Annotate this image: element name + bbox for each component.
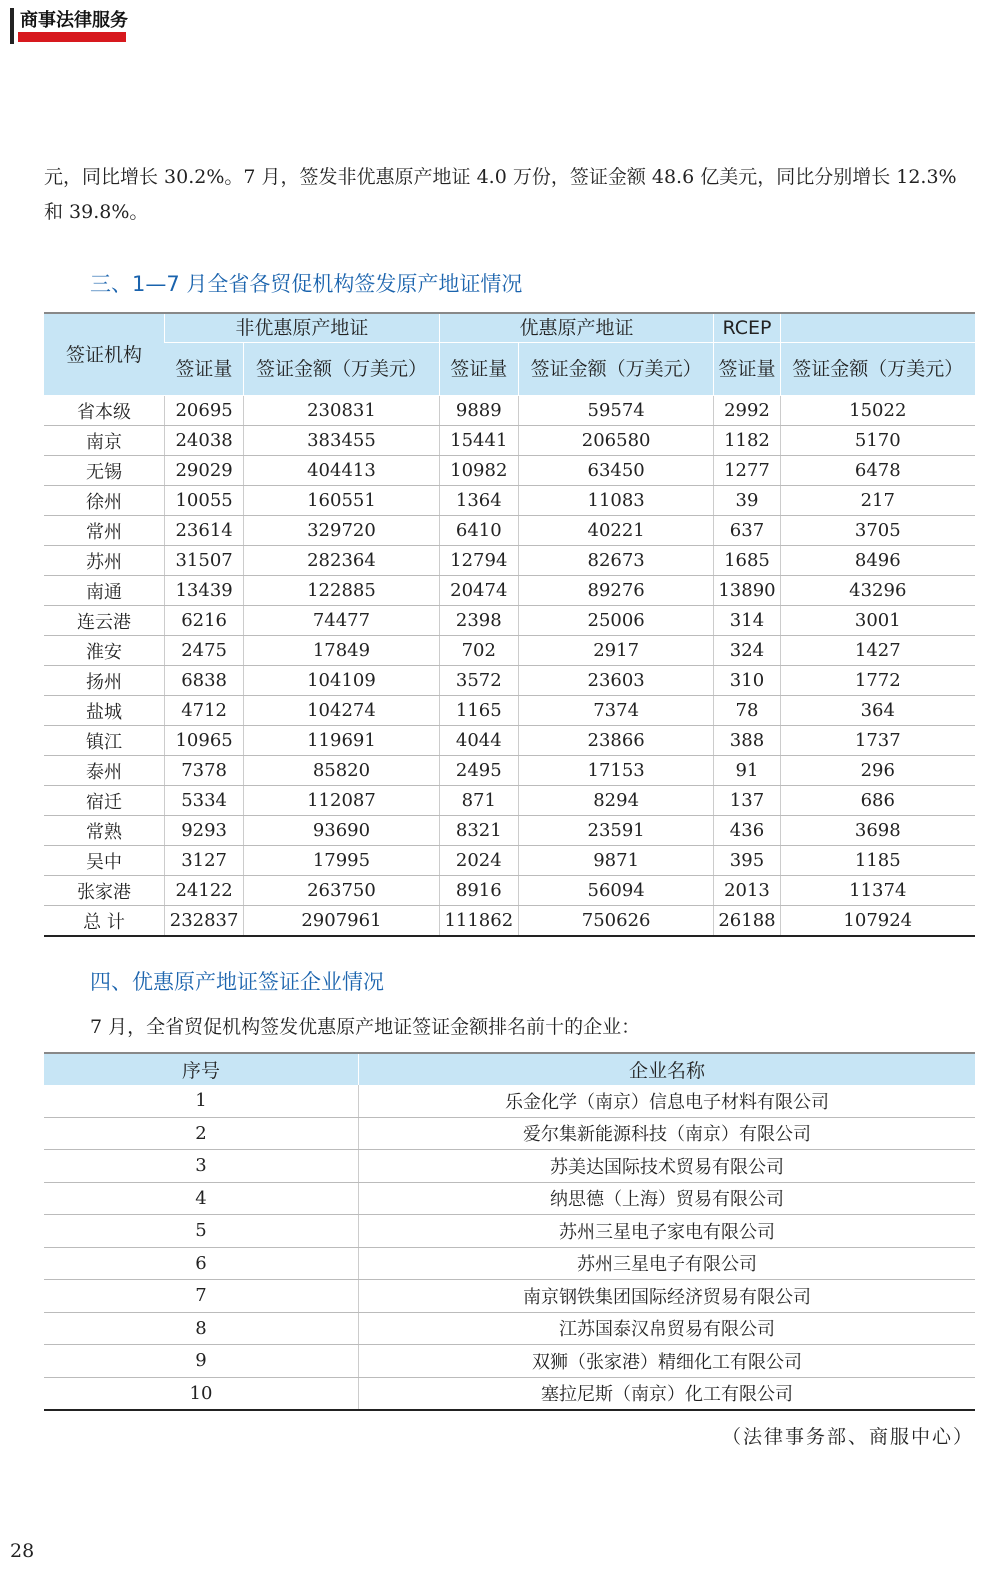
rcep-count-cell: 26188	[714, 906, 780, 937]
nonpref-amount-cell: 404413	[244, 456, 439, 486]
page-number: 28	[10, 1540, 35, 1562]
table-row	[44, 1345, 975, 1378]
rcep-count-cell: 314	[714, 606, 780, 636]
agency-cell: 南通	[44, 576, 165, 606]
table-row	[44, 486, 975, 516]
header-company: 企业名称	[359, 1053, 976, 1085]
agency-cell: 张家港	[44, 876, 165, 906]
table-row	[44, 456, 975, 486]
table-row	[44, 1182, 975, 1215]
pref-count-cell: 1364	[439, 486, 518, 516]
header-count: 签证量	[165, 343, 244, 396]
source-note: （法律事务部、商服中心）	[721, 1426, 974, 1448]
table-row	[44, 846, 975, 876]
nonpref-count-cell: 9293	[165, 816, 244, 846]
agency-cell: 省本级	[44, 396, 165, 426]
rcep-count-cell: 310	[714, 666, 780, 696]
company-name-cell: 纳思德（上海）贸易有限公司	[359, 1182, 976, 1215]
pref-amount-cell: 23866	[518, 726, 713, 756]
header-amount: 签证金额（万美元）	[244, 343, 439, 396]
pref-count-cell: 12794	[439, 546, 518, 576]
pref-count-cell: 2398	[439, 606, 518, 636]
rcep-amount-cell: 3001	[780, 606, 975, 636]
pref-amount-cell: 206580	[518, 426, 713, 456]
table-row	[44, 1215, 975, 1248]
nonpref-count-cell: 6838	[165, 666, 244, 696]
agency-cell: 扬州	[44, 666, 165, 696]
nonpref-amount-cell: 93690	[244, 816, 439, 846]
agency-cell: 连云港	[44, 606, 165, 636]
header-rcep: RCEP	[714, 313, 780, 343]
table-row	[44, 576, 975, 606]
company-name-cell: 塞拉尼斯（南京）化工有限公司	[359, 1377, 976, 1410]
nonpref-count-cell: 3127	[165, 846, 244, 876]
rcep-count-cell: 137	[714, 786, 780, 816]
nonpref-amount-cell: 282364	[244, 546, 439, 576]
header-title: 商事法律服务	[20, 10, 128, 31]
header-nonpreferential: 非优惠原产地证	[165, 313, 440, 343]
rcep-count-cell: 1277	[714, 456, 780, 486]
pref-amount-cell: 23603	[518, 666, 713, 696]
agency-cell: 苏州	[44, 546, 165, 576]
agency-cell: 总 计	[44, 906, 165, 937]
rcep-count-cell: 1182	[714, 426, 780, 456]
rank-cell: 10	[44, 1377, 359, 1410]
section4-intro: 7 月，全省贸促机构签发优惠原产地证签证金额排名前十的企业：	[90, 1016, 641, 1038]
rcep-amount-cell: 3705	[780, 516, 975, 546]
nonpref-count-cell: 31507	[165, 546, 244, 576]
pref-amount-cell: 63450	[518, 456, 713, 486]
pref-count-cell: 8916	[439, 876, 518, 906]
table-row	[44, 906, 975, 937]
pref-amount-cell: 25006	[518, 606, 713, 636]
header-amount: 签证金额（万美元）	[518, 343, 713, 396]
table-row	[44, 1312, 975, 1345]
nonpref-count-cell: 7378	[165, 756, 244, 786]
rcep-amount-cell: 43296	[780, 576, 975, 606]
pref-count-cell: 4044	[439, 726, 518, 756]
intro-paragraph: 元，同比增长 30.2%。7 月，签发非优惠原产地证 4.0 万份，签证金额 48.6 亿美元，同比分别增长 12.3% 和 39.8%。	[44, 166, 957, 223]
header-count: 签证量	[714, 343, 780, 396]
nonpref-count-cell: 24038	[165, 426, 244, 456]
table-row	[44, 726, 975, 756]
rcep-count-cell: 2013	[714, 876, 780, 906]
nonpref-amount-cell: 2907961	[244, 906, 439, 937]
pref-amount-cell: 750626	[518, 906, 713, 937]
rank-cell: 1	[44, 1085, 359, 1117]
agency-cell: 泰州	[44, 756, 165, 786]
pref-amount-cell: 82673	[518, 546, 713, 576]
table-row	[44, 1280, 975, 1313]
table-row	[44, 396, 975, 426]
pref-count-cell: 1165	[439, 696, 518, 726]
company-name-cell: 爱尔集新能源科技（南京）有限公司	[359, 1117, 976, 1150]
company-name-cell: 苏州三星电子家电有限公司	[359, 1215, 976, 1248]
nonpref-amount-cell: 383455	[244, 426, 439, 456]
rank-cell: 2	[44, 1117, 359, 1150]
rcep-amount-cell: 217	[780, 486, 975, 516]
table-row	[44, 1247, 975, 1280]
rcep-amount-cell: 8496	[780, 546, 975, 576]
rcep-count-cell: 395	[714, 846, 780, 876]
nonpref-count-cell: 24122	[165, 876, 244, 906]
nonpref-count-cell: 20695	[165, 396, 244, 426]
section-title-4: 四、优惠原产地证签证企业情况	[90, 970, 384, 994]
nonpref-amount-cell: 104274	[244, 696, 439, 726]
agency-cell: 南京	[44, 426, 165, 456]
rank-cell: 4	[44, 1182, 359, 1215]
rcep-count-cell: 436	[714, 816, 780, 846]
rcep-amount-cell: 6478	[780, 456, 975, 486]
agency-cell: 淮安	[44, 636, 165, 666]
company-name-cell: 江苏国泰汉帛贸易有限公司	[359, 1312, 976, 1345]
rcep-count-cell: 13890	[714, 576, 780, 606]
rcep-count-cell: 78	[714, 696, 780, 726]
pref-count-cell: 9889	[439, 396, 518, 426]
agency-cell: 吴中	[44, 846, 165, 876]
nonpref-count-cell: 5334	[165, 786, 244, 816]
pref-amount-cell: 9871	[518, 846, 713, 876]
pref-count-cell: 111862	[439, 906, 518, 937]
table-row	[44, 696, 975, 726]
nonpref-count-cell: 23614	[165, 516, 244, 546]
rcep-amount-cell: 686	[780, 786, 975, 816]
pref-count-cell: 871	[439, 786, 518, 816]
pref-amount-cell: 40221	[518, 516, 713, 546]
nonpref-amount-cell: 85820	[244, 756, 439, 786]
nonpref-count-cell: 10965	[165, 726, 244, 756]
certificate-table	[44, 312, 975, 937]
table-row	[44, 606, 975, 636]
pref-count-cell: 10982	[439, 456, 518, 486]
header-rcep-blank	[780, 313, 975, 343]
rank-cell: 7	[44, 1280, 359, 1313]
nonpref-count-cell: 2475	[165, 636, 244, 666]
rcep-amount-cell: 364	[780, 696, 975, 726]
rcep-amount-cell: 1427	[780, 636, 975, 666]
table-row	[44, 756, 975, 786]
nonpref-amount-cell: 17995	[244, 846, 439, 876]
header-preferential: 优惠原产地证	[439, 313, 714, 343]
rcep-count-cell: 388	[714, 726, 780, 756]
rcep-amount-cell: 15022	[780, 396, 975, 426]
pref-count-cell: 702	[439, 636, 518, 666]
pref-amount-cell: 8294	[518, 786, 713, 816]
rcep-count-cell: 324	[714, 636, 780, 666]
pref-count-cell: 2024	[439, 846, 518, 876]
agency-cell: 常州	[44, 516, 165, 546]
rcep-count-cell: 91	[714, 756, 780, 786]
pref-amount-cell: 89276	[518, 576, 713, 606]
company-name-cell: 南京钢铁集团国际经济贸易有限公司	[359, 1280, 976, 1313]
rcep-amount-cell: 11374	[780, 876, 975, 906]
rank-cell: 9	[44, 1345, 359, 1378]
table-row	[44, 1150, 975, 1183]
nonpref-count-cell: 4712	[165, 696, 244, 726]
rcep-count-cell: 637	[714, 516, 780, 546]
pref-count-cell: 3572	[439, 666, 518, 696]
table-row	[44, 1117, 975, 1150]
nonpref-amount-cell: 112087	[244, 786, 439, 816]
table-row	[44, 876, 975, 906]
agency-cell: 常熟	[44, 816, 165, 846]
table-row	[44, 426, 975, 456]
rcep-amount-cell: 1737	[780, 726, 975, 756]
agency-cell: 宿迁	[44, 786, 165, 816]
pref-count-cell: 2495	[439, 756, 518, 786]
rcep-amount-cell: 107924	[780, 906, 975, 937]
rcep-amount-cell: 1185	[780, 846, 975, 876]
pref-amount-cell: 17153	[518, 756, 713, 786]
table-row	[44, 786, 975, 816]
rank-cell: 6	[44, 1247, 359, 1280]
company-name-cell: 苏美达国际技术贸易有限公司	[359, 1150, 976, 1183]
header-amount: 签证金额（万美元）	[780, 343, 975, 396]
header-no: 序号	[44, 1053, 359, 1085]
pref-count-cell: 20474	[439, 576, 518, 606]
company-name-cell: 苏州三星电子有限公司	[359, 1247, 976, 1280]
company-name-cell: 双狮（张家港）精细化工有限公司	[359, 1345, 976, 1378]
pref-amount-cell: 56094	[518, 876, 713, 906]
agency-cell: 镇江	[44, 726, 165, 756]
company-table	[44, 1052, 975, 1411]
pref-amount-cell: 2917	[518, 636, 713, 666]
header-agency: 签证机构	[44, 313, 165, 396]
nonpref-amount-cell: 160551	[244, 486, 439, 516]
nonpref-count-cell: 29029	[165, 456, 244, 486]
rcep-count-cell: 39	[714, 486, 780, 516]
header-underline	[18, 32, 126, 42]
nonpref-amount-cell: 230831	[244, 396, 439, 426]
agency-cell: 无锡	[44, 456, 165, 486]
nonpref-count-cell: 6216	[165, 606, 244, 636]
nonpref-amount-cell: 17849	[244, 636, 439, 666]
rank-cell: 5	[44, 1215, 359, 1248]
rcep-amount-cell: 3698	[780, 816, 975, 846]
nonpref-amount-cell: 329720	[244, 516, 439, 546]
rcep-count-cell: 2992	[714, 396, 780, 426]
header-bar	[10, 8, 14, 44]
table-row	[44, 636, 975, 666]
agency-cell: 徐州	[44, 486, 165, 516]
table-row	[44, 546, 975, 576]
table-row	[44, 1085, 975, 1117]
agency-cell: 盐城	[44, 696, 165, 726]
nonpref-amount-cell: 122885	[244, 576, 439, 606]
pref-count-cell: 15441	[439, 426, 518, 456]
rcep-amount-cell: 5170	[780, 426, 975, 456]
pref-amount-cell: 7374	[518, 696, 713, 726]
pref-amount-cell: 59574	[518, 396, 713, 426]
rank-cell: 3	[44, 1150, 359, 1183]
nonpref-count-cell: 232837	[165, 906, 244, 937]
table-row	[44, 1377, 975, 1410]
nonpref-count-cell: 10055	[165, 486, 244, 516]
nonpref-amount-cell: 119691	[244, 726, 439, 756]
rcep-amount-cell: 1772	[780, 666, 975, 696]
table-row	[44, 816, 975, 846]
table-row	[44, 516, 975, 546]
nonpref-amount-cell: 263750	[244, 876, 439, 906]
pref-count-cell: 8321	[439, 816, 518, 846]
pref-amount-cell: 11083	[518, 486, 713, 516]
pref-count-cell: 6410	[439, 516, 518, 546]
header-count: 签证量	[439, 343, 518, 396]
nonpref-count-cell: 13439	[165, 576, 244, 606]
table-row	[44, 666, 975, 696]
section-title-3: 三、1—7 月全省各贸促机构签发原产地证情况	[90, 272, 523, 296]
company-name-cell: 乐金化学（南京）信息电子材料有限公司	[359, 1085, 976, 1117]
rcep-amount-cell: 296	[780, 756, 975, 786]
nonpref-amount-cell: 104109	[244, 666, 439, 696]
rank-cell: 8	[44, 1312, 359, 1345]
rcep-count-cell: 1685	[714, 546, 780, 576]
pref-amount-cell: 23591	[518, 816, 713, 846]
nonpref-amount-cell: 74477	[244, 606, 439, 636]
